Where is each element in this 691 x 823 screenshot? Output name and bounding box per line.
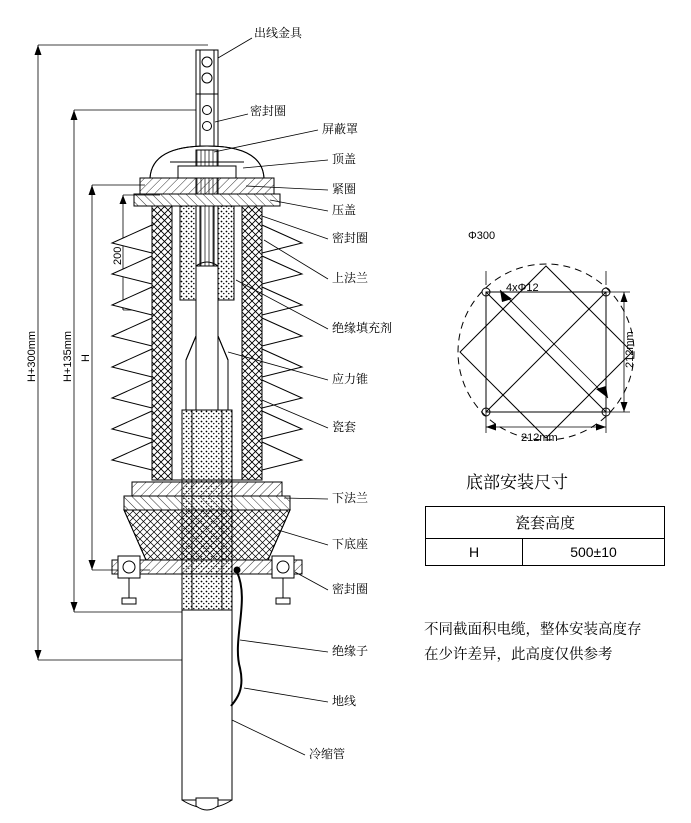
top-cap-geometry bbox=[134, 146, 280, 206]
note-line-1: 不同截面积电缆，整体安装高度存 bbox=[424, 622, 642, 638]
note-line-2: 在少许差异，此高度仅供参考 bbox=[424, 647, 613, 663]
note-text bbox=[424, 618, 674, 668]
table-cell-label: H bbox=[426, 539, 523, 566]
bottom-mounting-view bbox=[458, 264, 634, 440]
label-tight-ring: 紧圈 bbox=[332, 182, 357, 196]
dim-phi300: Φ300 bbox=[468, 230, 496, 242]
table-header: 瓷套高度 bbox=[426, 507, 665, 539]
label-lower-base: 下底座 bbox=[332, 537, 369, 551]
label-lower-flange: 下法兰 bbox=[332, 491, 369, 505]
dim-212-horizontal: 212mm bbox=[521, 432, 558, 444]
bottom-view-caption: 底部安装尺寸 bbox=[466, 473, 568, 492]
dim-4xphi12: 4xΦ12 bbox=[506, 282, 539, 294]
dim-h-plus-135: H+135mm bbox=[62, 330, 74, 382]
label-insulating-filler: 绝缘填充剂 bbox=[332, 321, 393, 335]
label-ground-wire: 地线 bbox=[332, 694, 357, 708]
label-outlet-fitting: 出线金具 bbox=[254, 26, 303, 40]
cold-shrink-tube-geometry bbox=[182, 610, 232, 810]
label-insulator: 绝缘子 bbox=[332, 644, 369, 658]
dim-h-plus-300: H+300mm bbox=[26, 330, 38, 382]
label-seal-ring-1: 密封圈 bbox=[250, 104, 287, 118]
label-seal-ring-2: 密封圈 bbox=[332, 231, 369, 245]
label-cold-shrink-tube: 冷缩管 bbox=[309, 747, 346, 761]
dim-h: H bbox=[80, 354, 92, 362]
dim-200: 200 bbox=[112, 246, 124, 265]
label-seal-ring-3: 密封圈 bbox=[332, 582, 369, 596]
table-row bbox=[426, 539, 665, 566]
dim-212-vertical: 212mm bbox=[624, 331, 636, 368]
label-top-cover: 顶盖 bbox=[332, 152, 357, 166]
outlet-fitting-geometry bbox=[196, 50, 218, 158]
label-shield-cover: 屏蔽罩 bbox=[322, 122, 359, 136]
label-porcelain-housing: 瓷套 bbox=[332, 420, 357, 434]
label-stress-cone: 应力锥 bbox=[332, 372, 369, 386]
label-press-cover: 压盖 bbox=[332, 203, 357, 217]
ground-wire-geometry bbox=[231, 572, 242, 706]
porcelain-height-table bbox=[425, 506, 665, 566]
table-cell-value: 500±10 bbox=[523, 539, 665, 566]
label-upper-flange: 上法兰 bbox=[332, 271, 369, 285]
